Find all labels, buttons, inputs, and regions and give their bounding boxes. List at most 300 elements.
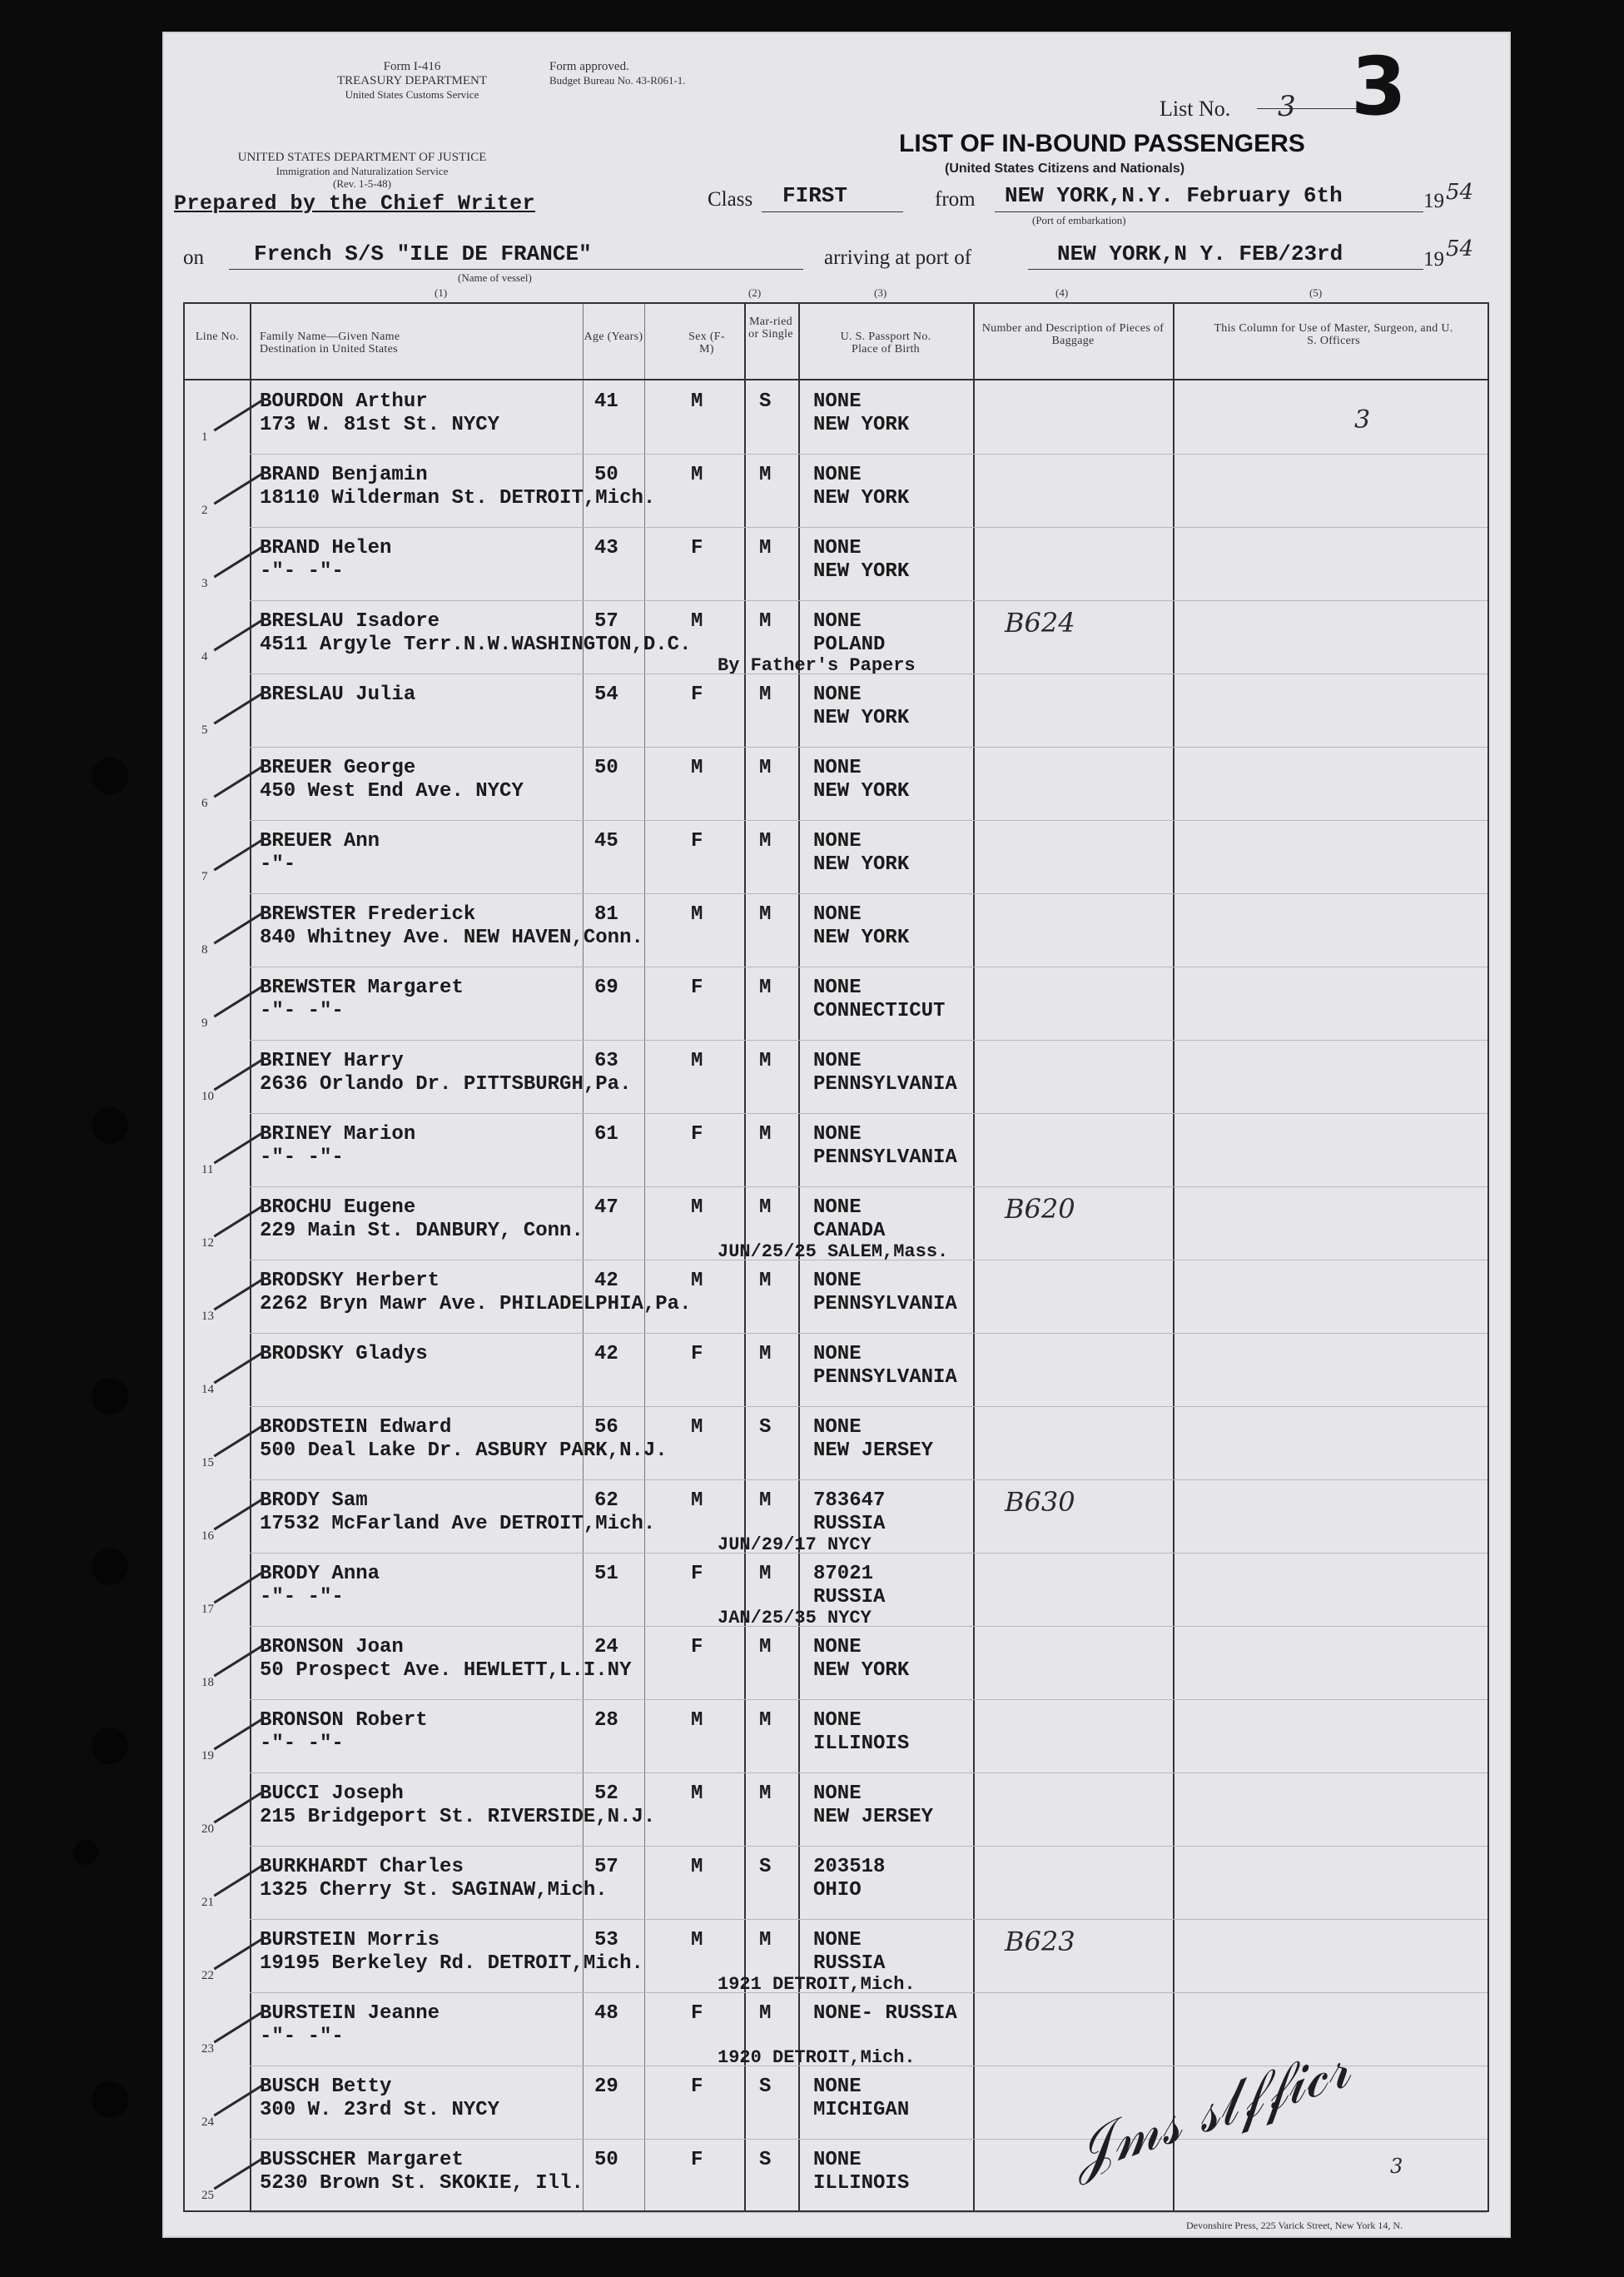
- sex-value: M: [691, 1782, 703, 1805]
- line-number: 13: [201, 1310, 214, 1323]
- age-value: 81: [594, 903, 618, 926]
- table-row: [185, 1186, 1487, 1260]
- row-divider: [250, 2212, 1487, 2213]
- col-number-2: (2): [748, 286, 762, 299]
- list-subtitle: (United States Citizens and Nationals): [945, 162, 1185, 176]
- age-value: 42: [594, 1343, 618, 1365]
- treasury-department: TREASURY DEPARTMENT: [336, 74, 488, 87]
- passenger-name: BRESLAU Isadore: [260, 610, 440, 633]
- table-row: [185, 1040, 1487, 1113]
- passenger-name: BRINEY Harry: [260, 1050, 404, 1072]
- destination-address: -"- -"-: [260, 1586, 344, 1608]
- check-tick-mark: [214, 1498, 265, 1531]
- destination-address: -"- -"-: [260, 1146, 344, 1169]
- col-head-married: Mar-ried or Single: [748, 316, 793, 341]
- sex-value: F: [691, 2002, 703, 2025]
- passport-number: NONE: [813, 1270, 862, 1292]
- marital-status: M: [759, 537, 772, 559]
- check-tick-mark: [214, 2011, 265, 2044]
- class-label: Class: [708, 188, 753, 211]
- sex-value: F: [691, 830, 703, 853]
- line-number: 24: [201, 2115, 214, 2129]
- line-number: 3: [201, 577, 208, 590]
- sex-value: M: [691, 757, 703, 779]
- marital-status: M: [759, 1489, 772, 1512]
- table-row: [185, 1846, 1487, 1919]
- table-row: [185, 747, 1487, 820]
- destination-address: -"- -"-: [260, 2026, 344, 2048]
- destination-address: 2262 Bryn Mawr Ave. PHILADELPHIA,Pa.: [260, 1293, 692, 1315]
- check-tick-mark: [214, 1644, 265, 1678]
- passport-number: NONE: [813, 1343, 862, 1365]
- sex-value: F: [691, 1563, 703, 1585]
- place-of-birth: PENNSYLVANIA: [813, 1073, 957, 1096]
- table-row: [185, 1553, 1487, 1626]
- sex-value: F: [691, 2149, 703, 2171]
- destination-address: 19195 Berkeley Rd. DETROIT,Mich.: [260, 1952, 643, 1975]
- marital-status: M: [759, 903, 772, 926]
- col-head-passport: U. S. Passport No. Place of Birth: [840, 331, 931, 355]
- passenger-name: BRESLAU Julia: [260, 684, 416, 706]
- line-number: 4: [201, 650, 208, 664]
- marital-status: M: [759, 1343, 772, 1365]
- form-approved: Form approved.: [549, 60, 629, 73]
- age-value: 57: [594, 610, 618, 633]
- marital-status: M: [759, 1123, 772, 1146]
- sex-value: M: [691, 464, 703, 486]
- vessel-name: French S/S "ILE DE FRANCE": [254, 241, 592, 266]
- check-tick-mark: [214, 1571, 265, 1604]
- sex-value: F: [691, 1636, 703, 1658]
- passport-number: NONE: [813, 1196, 862, 1219]
- passenger-name: BREUER Ann: [260, 830, 380, 853]
- check-tick-mark: [214, 1351, 265, 1385]
- sex-value: M: [691, 1856, 703, 1878]
- footer-page-number: 3: [1390, 2155, 1403, 2178]
- age-value: 29: [594, 2076, 618, 2098]
- line-number: 20: [201, 1822, 214, 1836]
- age-value: 52: [594, 1782, 618, 1805]
- check-tick-mark: [214, 912, 265, 945]
- punch-hole: [92, 1378, 128, 1414]
- marital-status: M: [759, 684, 772, 706]
- col-number-1: (1): [435, 286, 448, 299]
- col-head-age: Age (Years): [584, 331, 643, 343]
- place-of-birth: NEW YORK: [813, 780, 910, 803]
- line-number: 11: [201, 1163, 214, 1176]
- from-underline: [995, 211, 1423, 212]
- marital-status: S: [759, 2076, 772, 2098]
- destination-address: 5230 Brown St. SKOKIE, Ill.: [260, 2172, 584, 2195]
- check-tick-mark: [214, 619, 265, 652]
- passport-number: NONE: [813, 2076, 862, 2098]
- passenger-name: BROCHU Eugene: [260, 1196, 416, 1219]
- passenger-name: BURSTEIN Jeanne: [260, 2002, 440, 2025]
- age-value: 50: [594, 464, 618, 486]
- table-row: [185, 893, 1487, 967]
- baggage-note: B630: [1005, 1486, 1075, 1518]
- check-tick-mark: [214, 1718, 265, 1751]
- on-label: on: [183, 246, 204, 269]
- destination-address: -"- -"-: [260, 560, 344, 583]
- naturalization-note: JUN/25/25 SALEM,Mass.: [718, 1241, 949, 1262]
- from-label: from: [935, 188, 976, 211]
- sex-value: M: [691, 1196, 703, 1219]
- marital-status: M: [759, 977, 772, 999]
- arrival-year-prefix: 19: [1423, 248, 1444, 271]
- line-number: 25: [201, 2189, 214, 2202]
- marital-status: M: [759, 464, 772, 486]
- place-of-birth: ILLINOIS: [813, 1733, 910, 1755]
- check-tick-mark: [214, 985, 265, 1018]
- sex-value: M: [691, 1270, 703, 1292]
- table-row: [185, 1699, 1487, 1772]
- line-number: 12: [201, 1236, 214, 1250]
- table-row: [185, 2139, 1487, 2212]
- passport-number: 783647: [813, 1489, 886, 1512]
- arrival-port: NEW YORK,N Y. FEB/23rd: [1057, 241, 1343, 266]
- col-head-baggage: Number and Description of Pieces of Baggage: [981, 322, 1165, 347]
- revision-date: (Rev. 1-5-48): [333, 177, 391, 190]
- table-row: [185, 1479, 1487, 1553]
- marital-status: S: [759, 1856, 772, 1878]
- line-number: 9: [201, 1017, 208, 1030]
- col-head-sex: Sex (F-M): [688, 331, 725, 355]
- printer-imprint: Devonshire Press, 225 Varick Street, New York 14, N.: [1186, 2220, 1403, 2231]
- destination-address: 17532 McFarland Ave DETROIT,Mich.: [260, 1513, 656, 1535]
- marital-status: M: [759, 830, 772, 853]
- table-row: [185, 967, 1487, 1040]
- marital-status: M: [759, 1196, 772, 1219]
- punch-hole: [92, 1549, 128, 1585]
- marital-status: M: [759, 610, 772, 633]
- destination-address: 229 Main St. DANBURY, Conn.: [260, 1220, 584, 1242]
- check-tick-mark: [214, 838, 265, 872]
- justice-department: UNITED STATES DEPARTMENT OF JUSTICE: [237, 151, 487, 164]
- passenger-name: BUSSCHER Margaret: [260, 2149, 464, 2171]
- place-of-birth: POLAND: [813, 634, 886, 656]
- destination-address: 2636 Orlando Dr. PITTSBURGH,Pa.: [260, 1073, 632, 1096]
- place-of-birth: ILLINOIS: [813, 2172, 910, 2195]
- table-row: [185, 820, 1487, 893]
- sex-value: M: [691, 1489, 703, 1512]
- check-tick-mark: [214, 1424, 265, 1458]
- destination-address: -"- -"-: [260, 1733, 344, 1755]
- marital-status: M: [759, 1782, 772, 1805]
- from-year-prefix: 19: [1423, 190, 1444, 212]
- age-value: 63: [594, 1050, 618, 1072]
- age-value: 24: [594, 1636, 618, 1658]
- list-number: 3: [1278, 90, 1296, 123]
- passport-number: NONE: [813, 1782, 862, 1805]
- form-number: Form I-416: [383, 60, 441, 73]
- place-of-birth: NEW YORK: [813, 707, 910, 729]
- class-underline: [762, 211, 903, 212]
- line-number: 14: [201, 1383, 214, 1396]
- age-value: 48: [594, 2002, 618, 2025]
- baggage-note: B623: [1005, 1926, 1075, 1957]
- place-of-birth: RUSSIA: [813, 1586, 886, 1608]
- col-number-5: (5): [1309, 286, 1323, 299]
- marital-status: M: [759, 1270, 772, 1292]
- col-number-3: (3): [874, 286, 887, 299]
- sex-value: M: [691, 1929, 703, 1951]
- check-tick-mark: [214, 472, 265, 505]
- passport-number: NONE: [813, 1123, 862, 1146]
- passport-number: NONE: [813, 2149, 862, 2171]
- arrival-year-suffix: 54: [1446, 236, 1474, 261]
- age-value: 50: [594, 757, 618, 779]
- officer-note: 3: [1354, 405, 1371, 435]
- naturalization-note: 1921 DETROIT,Mich.: [718, 1974, 916, 1995]
- col-head-line: Line No.: [195, 331, 240, 343]
- place-of-birth: NEW YORK: [813, 487, 910, 510]
- age-value: 57: [594, 1856, 618, 1878]
- place-of-birth: RUSSIA: [813, 1513, 886, 1535]
- check-tick-mark: [214, 2157, 265, 2190]
- from-year-suffix: 54: [1446, 180, 1474, 205]
- punch-hole: [92, 758, 128, 794]
- vessel-underline: [229, 269, 803, 270]
- customs-service: United States Customs Service: [345, 88, 479, 101]
- line-number: 6: [201, 797, 208, 810]
- passport-number: NONE: [813, 1416, 862, 1439]
- budget-bureau: Budget Bureau No. 43-R061-1.: [549, 74, 686, 87]
- age-value: 45: [594, 830, 618, 853]
- marital-status: M: [759, 1929, 772, 1951]
- passenger-name: BRONSON Robert: [260, 1709, 428, 1732]
- punch-hole: [92, 1107, 128, 1144]
- passenger-name: BURSTEIN Morris: [260, 1929, 440, 1951]
- class-value: FIRST: [782, 183, 848, 208]
- sex-value: M: [691, 1416, 703, 1439]
- destination-address: -"-: [260, 853, 296, 876]
- form-id-block: [329, 60, 495, 101]
- passport-number: NONE: [813, 1636, 862, 1658]
- passport-number: NONE: [813, 1929, 862, 1951]
- passenger-table: [183, 302, 1489, 2212]
- passport-number: NONE: [813, 537, 862, 559]
- line-number: 23: [201, 2042, 214, 2056]
- passenger-name: BRODY Anna: [260, 1563, 380, 1585]
- line-number: 1: [201, 430, 208, 444]
- marital-status: M: [759, 1636, 772, 1658]
- prepared-by-stamp: Prepared by the Chief Writer: [174, 191, 536, 216]
- marital-status: S: [759, 1416, 772, 1439]
- big-list-number: 3: [1351, 40, 1407, 133]
- naturalization-note: JAN/25/35 NYCY: [718, 1608, 872, 1628]
- passport-number: NONE: [813, 757, 862, 779]
- baggage-note: B624: [1005, 607, 1075, 639]
- marital-status: S: [759, 2149, 772, 2171]
- line-number: 18: [201, 1676, 214, 1689]
- sex-value: M: [691, 1709, 703, 1732]
- check-tick-mark: [214, 765, 265, 798]
- sex-value: F: [691, 1343, 703, 1365]
- justice-block: [183, 151, 541, 190]
- check-tick-mark: [214, 399, 265, 432]
- destination-address: 450 West End Ave. NYCY: [260, 780, 524, 803]
- from-value: NEW YORK,N.Y. February 6th: [1005, 183, 1343, 208]
- col-head-name: Family Name—Given Name Destination in United States: [260, 331, 400, 355]
- passenger-name: BRODSKY Herbert: [260, 1270, 440, 1292]
- marital-status: M: [759, 1050, 772, 1072]
- destination-address: 1325 Cherry St. SAGINAW,Mich.: [260, 1879, 608, 1902]
- naturalization-note: JUN/29/17 NYCY: [718, 1534, 872, 1555]
- passenger-name: BRODSTEIN Edward: [260, 1416, 452, 1439]
- naturalization-note: 1920 DETROIT,Mich.: [718, 2047, 916, 2068]
- destination-address: 50 Prospect Ave. HEWLETT,L.I.NY: [260, 1659, 632, 1682]
- sex-value: M: [691, 390, 703, 413]
- place-of-birth: NEW JERSEY: [813, 1806, 934, 1828]
- sex-value: F: [691, 977, 703, 999]
- check-tick-mark: [214, 1131, 265, 1165]
- baggage-note: B620: [1005, 1193, 1075, 1225]
- punch-hole: [92, 2081, 128, 2118]
- table-row: [185, 1333, 1487, 1406]
- place-of-birth: MICHIGAN: [813, 2099, 910, 2121]
- place-of-birth: NEW YORK: [813, 414, 910, 436]
- table-row: [185, 527, 1487, 600]
- age-value: 50: [594, 2149, 618, 2171]
- passenger-name: BREUER George: [260, 757, 416, 779]
- passport-number: 203518: [813, 1856, 886, 1878]
- marital-status: M: [759, 1709, 772, 1732]
- age-value: 42: [594, 1270, 618, 1292]
- place-of-birth: NEW YORK: [813, 853, 910, 876]
- passenger-name: BREWSTER Margaret: [260, 977, 464, 999]
- check-tick-mark: [214, 2084, 265, 2117]
- line-number: 2: [201, 504, 208, 517]
- destination-address: 215 Bridgeport St. RIVERSIDE,N.J.: [260, 1806, 656, 1828]
- marital-status: M: [759, 2002, 772, 2025]
- passenger-name: BRODY Sam: [260, 1489, 368, 1512]
- destination-address: 4511 Argyle Terr.N.W.WASHINGTON,D.C.: [260, 634, 692, 656]
- approval-block: [549, 60, 686, 87]
- passport-number: NONE: [813, 830, 862, 853]
- check-tick-mark: [214, 1278, 265, 1311]
- passport-number: NONE: [813, 1709, 862, 1732]
- sex-value: F: [691, 684, 703, 706]
- age-value: 41: [594, 390, 618, 413]
- list-title: LIST OF IN-BOUND PASSENGERS: [899, 130, 1305, 157]
- line-number: 17: [201, 1603, 214, 1616]
- passenger-name: BRONSON Joan: [260, 1636, 404, 1658]
- line-number: 19: [201, 1749, 214, 1762]
- passport-number: NONE: [813, 977, 862, 999]
- check-tick-mark: [214, 1791, 265, 1824]
- passenger-name: BOURDON Arthur: [260, 390, 428, 413]
- sex-value: F: [691, 2076, 703, 2098]
- officer-signature: 𝒥𝓂𝓈 𝓈𝓁𝒻𝒻𝒾𝒸𝓇: [1061, 2032, 1358, 2187]
- age-value: 69: [594, 977, 618, 999]
- passport-number: NONE: [813, 464, 862, 486]
- passport-number: NONE: [813, 1050, 862, 1072]
- place-of-birth: NEW JERSEY: [813, 1439, 934, 1462]
- check-tick-mark: [214, 1205, 265, 1238]
- place-of-birth: CONNECTICUT: [813, 1000, 946, 1022]
- destination-address: 18110 Wilderman St. DETROIT,Mich.: [260, 487, 656, 510]
- arriving-label: arriving at port of: [824, 246, 972, 269]
- vessel-caption: (Name of vessel): [458, 271, 532, 284]
- line-number: 7: [201, 870, 208, 883]
- line-number: 10: [201, 1090, 214, 1103]
- check-tick-mark: [214, 1864, 265, 1897]
- destination-address: 173 W. 81st St. NYCY: [260, 414, 500, 436]
- passport-number: NONE: [813, 390, 862, 413]
- place-of-birth: RUSSIA: [813, 1952, 886, 1975]
- sex-value: F: [691, 537, 703, 559]
- passenger-name: BRINEY Marion: [260, 1123, 416, 1146]
- destination-address: -"- -"-: [260, 1000, 344, 1022]
- place-of-birth: CANADA: [813, 1220, 886, 1242]
- passenger-name: BREWSTER Frederick: [260, 903, 476, 926]
- col-head-officers: This Column for Use of Master, Surgeon, and U. S. Officers: [1214, 322, 1453, 347]
- age-value: 28: [594, 1709, 618, 1732]
- destination-address: 840 Whitney Ave. NEW HAVEN,Conn.: [260, 927, 643, 949]
- punch-hole: [73, 1840, 98, 1865]
- destination-address: 300 W. 23rd St. NYCY: [260, 2099, 500, 2121]
- sex-value: M: [691, 1050, 703, 1072]
- table-row: [185, 380, 1487, 454]
- line-number: 22: [201, 1969, 214, 1982]
- marital-status: M: [759, 1563, 772, 1585]
- place-of-birth: NEW YORK: [813, 560, 910, 583]
- table-row: [185, 1260, 1487, 1333]
- place-of-birth: NEW YORK: [813, 1659, 910, 1682]
- passenger-name: BURKHARDT Charles: [260, 1856, 464, 1878]
- place-of-birth: PENNSYLVANIA: [813, 1293, 957, 1315]
- line-number: 8: [201, 943, 208, 957]
- table-row: [185, 600, 1487, 674]
- sex-value: M: [691, 903, 703, 926]
- punch-hole: [92, 1728, 128, 1764]
- marital-status: M: [759, 757, 772, 779]
- passenger-name: BRODSKY Gladys: [260, 1343, 428, 1365]
- table-row: [185, 1919, 1487, 1995]
- line-number: 16: [201, 1529, 214, 1543]
- naturalization-note: By Father's Papers: [718, 655, 916, 676]
- place-of-birth: NEW YORK: [813, 927, 910, 949]
- age-value: 54: [594, 684, 618, 706]
- passenger-name: BUSCH Betty: [260, 2076, 392, 2098]
- line-number: 15: [201, 1456, 214, 1469]
- place-of-birth: PENNSYLVANIA: [813, 1366, 957, 1389]
- passport-number: NONE- RUSSIA: [813, 2002, 957, 2025]
- line-number: 21: [201, 1896, 214, 1909]
- arrival-underline: [1028, 269, 1423, 270]
- col-number-4: (4): [1055, 286, 1069, 299]
- place-of-birth: OHIO: [813, 1879, 862, 1902]
- place-of-birth: PENNSYLVANIA: [813, 1146, 957, 1169]
- age-value: 43: [594, 537, 618, 559]
- passenger-name: BUCCI Joseph: [260, 1782, 404, 1805]
- passport-number: NONE: [813, 684, 862, 706]
- passport-number: NONE: [813, 610, 862, 633]
- passenger-name: BRAND Helen: [260, 537, 392, 559]
- list-no-label: List No.: [1160, 97, 1231, 121]
- age-value: 62: [594, 1489, 618, 1512]
- age-value: 53: [594, 1929, 618, 1951]
- age-value: 51: [594, 1563, 618, 1585]
- destination-address: 500 Deal Lake Dr. ASBURY PARK,N.J.: [260, 1439, 668, 1462]
- table-row: [185, 1772, 1487, 1846]
- ins-service: Immigration and Naturalization Service: [276, 165, 449, 177]
- passenger-name: BRAND Benjamin: [260, 464, 428, 486]
- check-tick-mark: [214, 1058, 265, 1091]
- table-row: [185, 674, 1487, 747]
- age-value: 47: [594, 1196, 618, 1219]
